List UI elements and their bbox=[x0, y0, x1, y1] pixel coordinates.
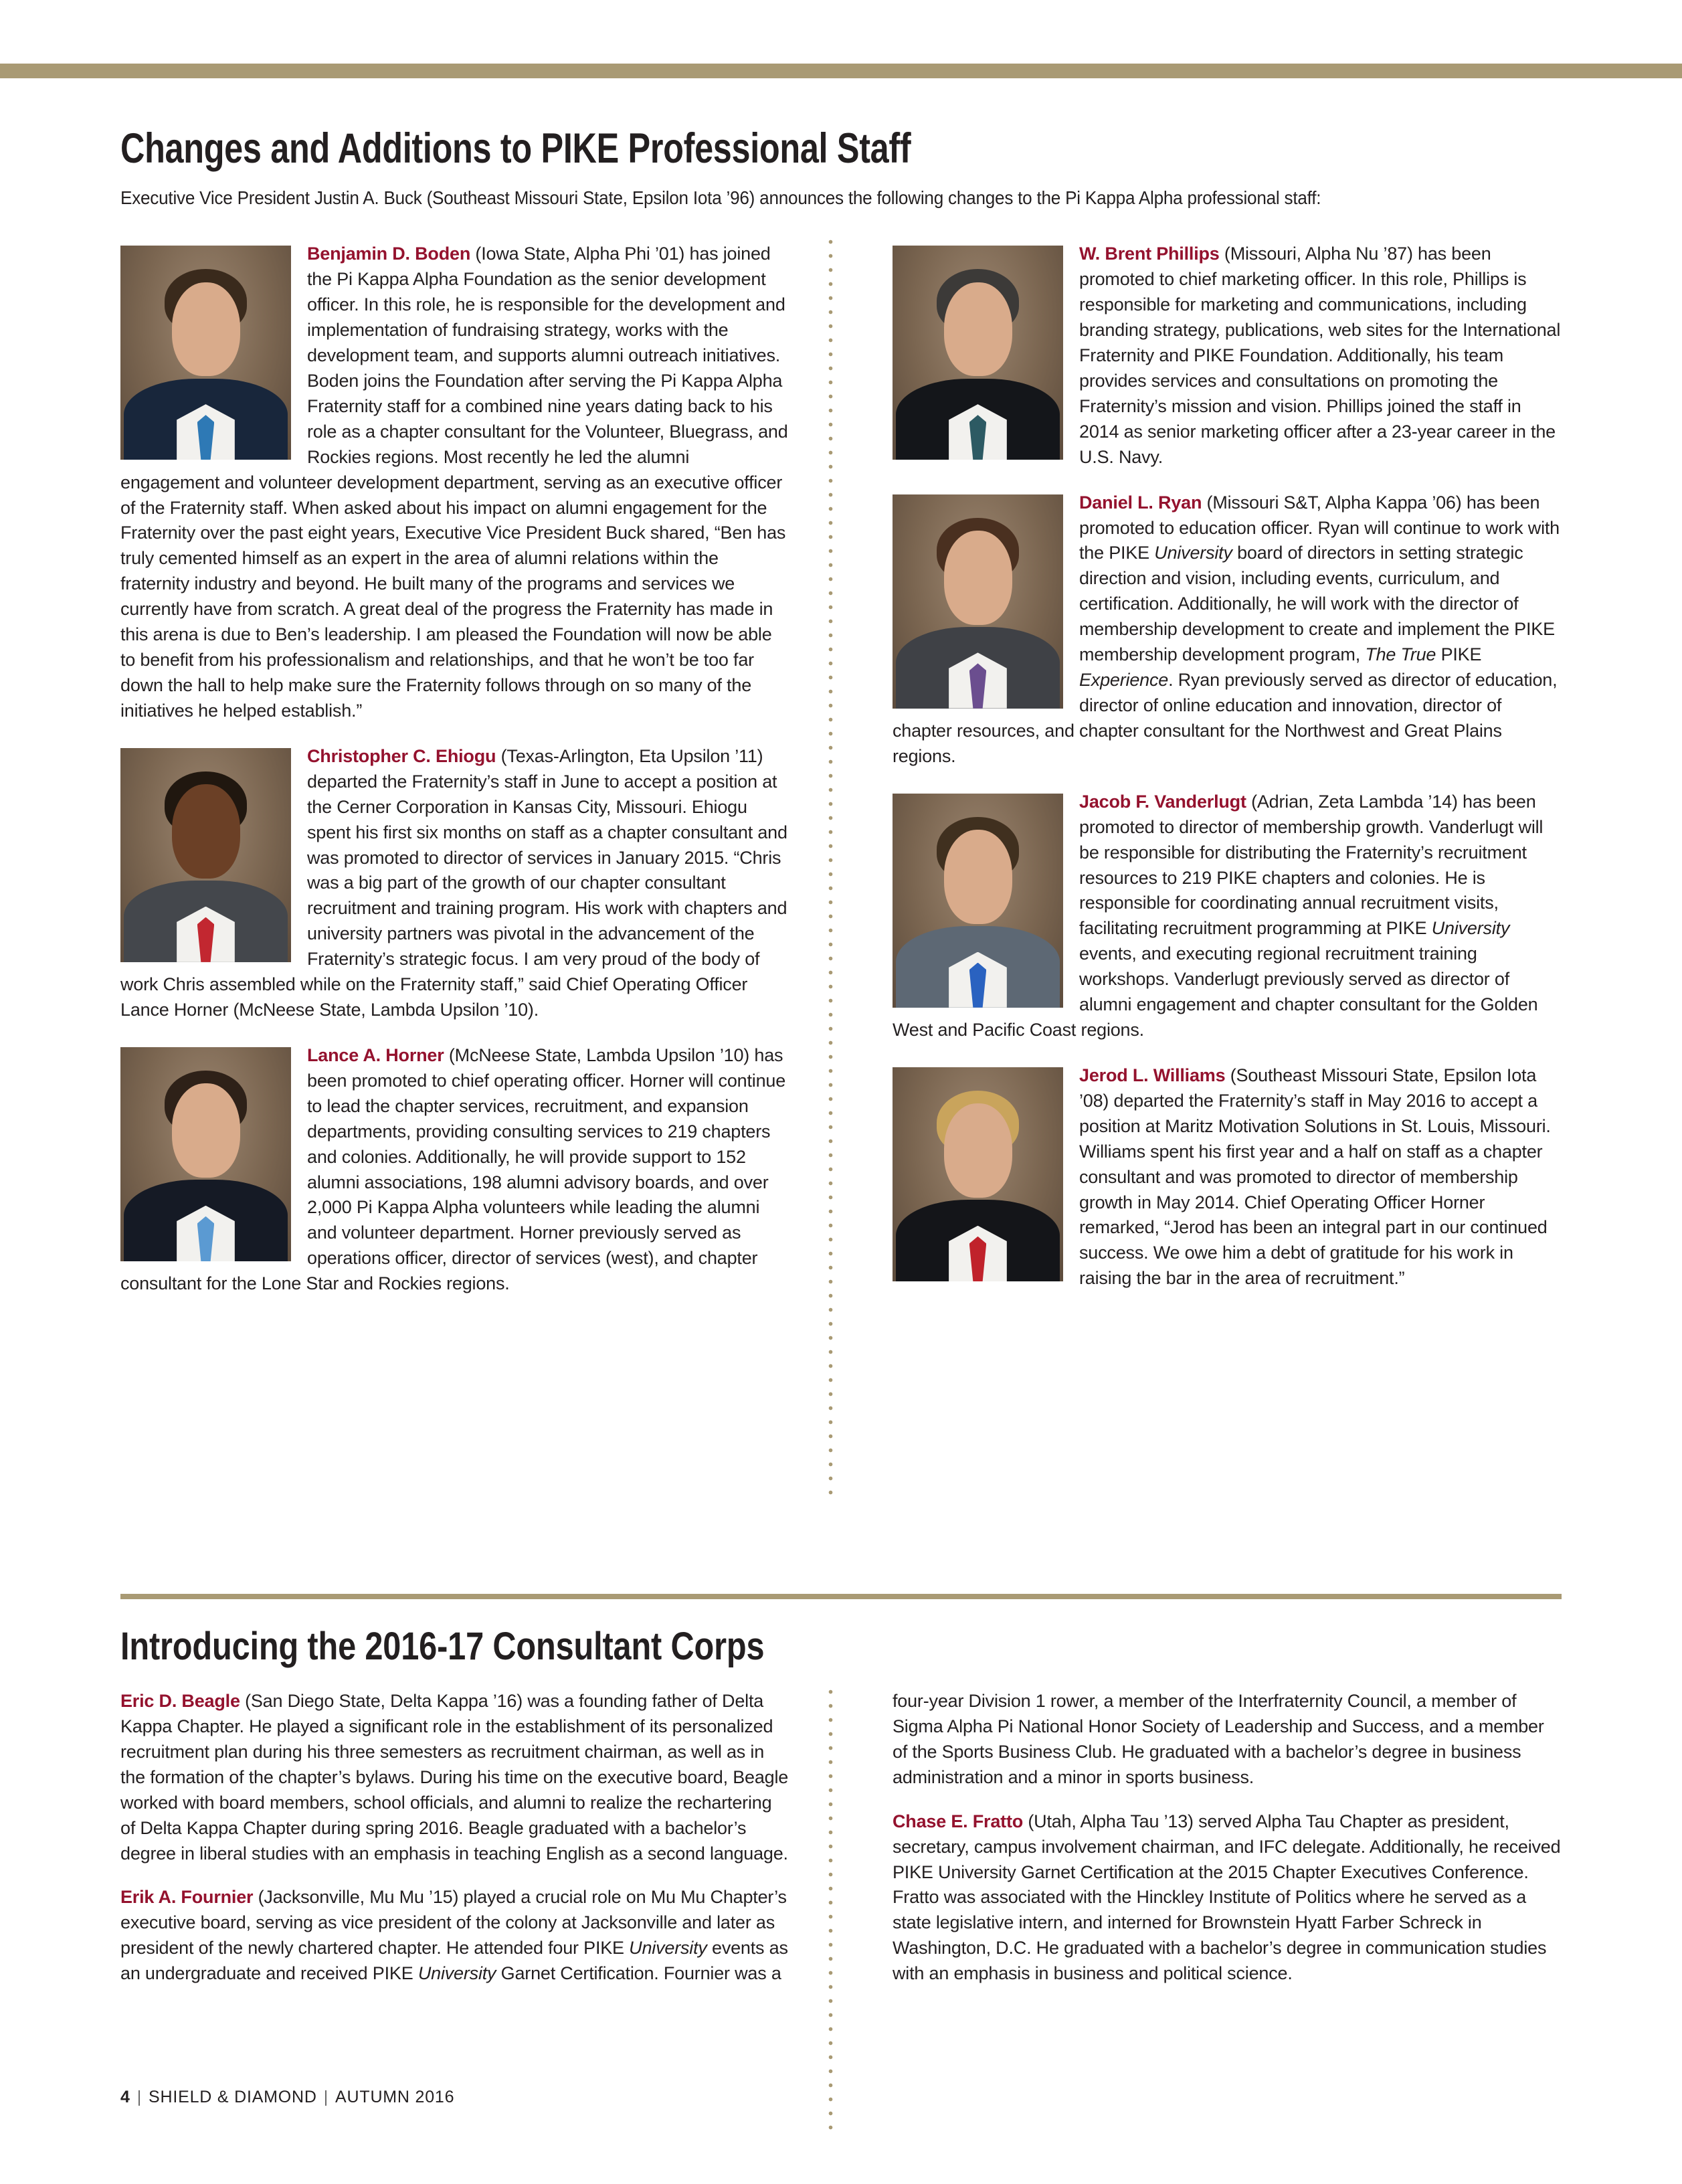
staff-bio-italic-ryan-3: Experience bbox=[1079, 670, 1169, 691]
corps-bio-fournier-2: events as an undergraduate and received PIKE bbox=[120, 1938, 788, 1984]
staff-entry-horner bbox=[120, 1043, 789, 1297]
footer-publication-name: SHIELD & DIAMOND bbox=[149, 2088, 317, 2106]
intro-paragraph: Executive Vice President Justin A. Buck (Southeast Missouri State, Epsilon Iota ’96) announces the following changes to the Pi Kappa Alpha professional staff: bbox=[120, 187, 1321, 209]
staff-name-phillips: W. Brent Phillips bbox=[1079, 244, 1220, 264]
corps-bio-fournier-1: (Jacksonville, Mu Mu ’15) played a crucial role on Mu Mu Chapter’s executive board, serving as vice president of the colony at Jacksonville and later as president of the newly chartered chapter. He attended four PIKE bbox=[120, 1887, 787, 1959]
staff-columns bbox=[120, 242, 1562, 1297]
staff-bio-text-vanderlugt-2: events, and executing regional recruitment training workshops. Vanderlugt previously served as director of alumni engagement and chapter consultant for the Golden West and Pacific Coast regions. bbox=[893, 943, 1538, 1040]
staff-bio-italic-vanderlugt-1: University bbox=[1431, 918, 1510, 939]
column-dotted-divider bbox=[828, 235, 833, 1499]
staff-bio-text-williams: (Southeast Missouri State, Epsilon Iota ’08) departed the Fraternity’s staff in May 2016 to accept a position at Maritz Motivation Solutions in St. Louis, Missouri. Williams spent his first year and a half on staff as a chapter consultant and was promoted to director of membership growth in May 2014. Chief Operating Officer Horner remarked, “Jerod has been an integral part in our continued success. We owe him a debt of gratitude for his work in raising the bar in the area of recruitment.” bbox=[1079, 1065, 1551, 1289]
corps-title: Introducing the 2016-17 Consultant Corps bbox=[120, 1625, 765, 1668]
staff-bio-text-ryan-3: PIKE bbox=[1436, 644, 1482, 665]
staff-bio-text-ryan-4: . Ryan previously served as director of education, director of online education and innovation, director of chapter resources, and chapter consultant for the Northwest and Great Plains regions. bbox=[893, 670, 1558, 766]
top-gold-rule bbox=[0, 64, 1682, 78]
staff-bio-text-ehiogu: (Texas-Arlington, Eta Upsilon ’11) departed the Fraternity’s staff in June to accept a position at the Cerner Corporation in Kansas City, Missouri. Ehiogu spent his first six months on staff as a chapter consultant and was promoted to director of services in January 2015. “Chris was a big part of the growth of our chapter consultant recruitment and training program. His work with chapters and university partners was pivotal in the advancement of the Fraternity’s strategic focus. I am very proud of the body of work Chris assembled while on the Fraternity staff,” said Chief Operating Officer Lance Horner (McNeese State, Lambda Upsilon ’10). bbox=[120, 745, 787, 1020]
corps-right-column bbox=[893, 1689, 1562, 1987]
staff-name-vanderlugt: Jacob F. Vanderlugt bbox=[1079, 791, 1246, 812]
staff-name-ehiogu: Christopher C. Ehiogu bbox=[307, 745, 496, 766]
staff-bio-italic-ryan-1: University bbox=[1154, 543, 1232, 563]
headshot-photo-ehiogu bbox=[120, 748, 291, 962]
corps-name-fratto: Chase E. Fratto bbox=[893, 1811, 1024, 1831]
corps-bio-fratto: (Utah, Alpha Tau ’13) served Alpha Tau Chapter as president, secretary, campus involvement chairman, and IFC delegate. Additionally, he received PIKE University Garnet Certification at the 2015 Chapter Executives Conference. Fratto was associated with the Hinckley Institute of Politics where he served as a state legislative intern, and interned for Brownstein Hyatt Farber Schreck in Washington, D.C. He graduated with a bachelor’s degree in communication studies with an emphasis in business and political science. bbox=[893, 1811, 1561, 1984]
staff-entry-boden bbox=[120, 242, 789, 724]
page-footer bbox=[120, 2088, 454, 2107]
corps-bio-italic-fournier-1: University bbox=[629, 1938, 707, 1959]
footer-issue: AUTUMN 2016 bbox=[335, 2088, 455, 2106]
staff-name-williams: Jerod L. Williams bbox=[1079, 1065, 1226, 1085]
corps-name-fournier: Erik A. Fournier bbox=[120, 1887, 254, 1908]
footer-separator-1: | bbox=[136, 2088, 143, 2106]
staff-bio-text-phillips: (Missouri, Alpha Nu ’87) has been promoted to chief marketing officer. In this role, Phillips is responsible for marketing and communications, including branding strategy, publications, web sites for the International Fraternity and PIKE Foundation. Additionally, his team provides services and consultations on promoting the Fraternity’s mission and vision. Phillips joined the staff in 2014 as senior marketing officer after a 23-year career in the U.S. Navy. bbox=[1079, 244, 1561, 467]
headshot-photo-ryan bbox=[893, 494, 1063, 709]
staff-bio-text-vanderlugt-1: (Adrian, Zeta Lambda ’14) has been promoted to director of membership growth. Vanderlugt will be responsible for distributing the Fraternity’s recruitment resources to 219 PIKE chapters and colonies. He is responsible for coordinating annual recruitment visits, facilitating recruitment programming at PIKE bbox=[1079, 791, 1544, 939]
corps-entry-fournier-continued: four-year Division 1 rower, a member of the Interfraternity Council, a member of Sigma Alpha Pi National Honor Society of Leadership and Success, and a member of the Sports Business Club. He graduated with a bachelor’s degree in business administration and a minor in sports business. bbox=[893, 1691, 1544, 1787]
staff-left-column bbox=[120, 242, 789, 1297]
staff-name-ryan: Daniel L. Ryan bbox=[1079, 492, 1202, 513]
staff-bio-text-horner: (McNeese State, Lambda Upsilon ’10) has been promoted to chief operating officer. Horner will continue to lead the chapter services, recruitment, and expansion departments, providing consulting services to 219 chapters and colonies. Additionally, he will provide support to 152 alumni associations, 198 alumni advisory boards, and over 2,000 Pi Kappa Alpha volunteers while leading the alumni and volunteer department. Horner previously served as operations officer, director of services (west), and chapter consultant for the Lone Star and Rockies regions. bbox=[120, 1044, 786, 1294]
page-title: Changes and Additions to PIKE Professional Staff bbox=[120, 125, 911, 172]
staff-name-boden: Benjamin D. Boden bbox=[307, 244, 471, 264]
corps-entry-fratto bbox=[893, 1809, 1562, 1987]
corps-bio-beagle: (San Diego State, Delta Kappa ’16) was a founding father of Delta Kappa Chapter. He played a significant role in the establishment of its personalized recruitment plan during his three semesters as recruitment chairman, as well as in the formation of the chapter’s bylaws. During his time on the executive board, Beagle worked with board members, school officials, and alumni to realize the rechartering of Delta Kappa Chapter during spring 2016. Beagle graduated with a bachelor’s degree in liberal studies with an emphasis in teaching English as a second language. bbox=[120, 1691, 789, 1863]
headshot-photo-vanderlugt bbox=[893, 794, 1063, 1008]
consultant-corps-section bbox=[120, 1594, 1562, 1987]
footer-separator-2: | bbox=[323, 2088, 329, 2106]
staff-bio-text-ryan-2: board of directors in setting strategic direction and vision, including events, curriculum, and certification. Additionally, he will work with the director of membership development to create and implement the PIKE membership development program, bbox=[1079, 543, 1555, 665]
headshot-photo-phillips bbox=[893, 246, 1063, 460]
headshot-photo-boden bbox=[120, 246, 291, 460]
footer-page-number: 4 bbox=[120, 2088, 130, 2106]
staff-entry-ryan bbox=[893, 490, 1562, 769]
corps-left-column bbox=[120, 1689, 789, 1987]
corps-bio-italic-fournier-2: University bbox=[417, 1963, 496, 1984]
corps-column-dotted-divider bbox=[828, 1685, 833, 2133]
staff-entry-vanderlugt bbox=[893, 790, 1562, 1043]
page-content bbox=[120, 127, 1562, 1297]
corps-name-beagle: Eric D. Beagle bbox=[120, 1691, 240, 1711]
corps-columns bbox=[120, 1689, 1562, 1987]
corps-gold-rule bbox=[120, 1594, 1562, 1599]
staff-bio-italic-ryan-2: The True bbox=[1365, 644, 1436, 665]
staff-bio-text-boden: (Iowa State, Alpha Phi ’01) has joined the Pi Kappa Alpha Foundation as the senior development officer. In this role, he is responsible for the development and implementation of fundraising strategy, works with the development team, and supports alumni outreach initiatives. Boden joins the Foundation after serving the Pi Kappa Alpha Fraternity staff for a combined nine years dating back to his role as a chapter consultant for the Volunteer, Bluegrass, and Rockies regions. Most recently he led the alumni engagement and volunteer development department, serving as an executive officer of the Fraternity staff. When asked about his impact on alumni engagement for the Fraternity over the past eight years, Executive Vice President Buck shared, “Ben has truly cemented himself as an expert in the area of alumni relations within the fraternity industry and beyond. He built many of the programs and services we currently have from scratch. A great deal of the progress the Fraternity has made in this arena is due to Ben’s leadership. I am pleased the Foundation will now be able to benefit from his professionalism and relationships, and that he won’t be too far down the hall to help make sure the Fraternity follows through on so many of the initiatives he helped establish.” bbox=[120, 244, 788, 721]
staff-entry-phillips bbox=[893, 242, 1562, 470]
headshot-photo-williams bbox=[893, 1067, 1063, 1281]
corps-entry-beagle bbox=[120, 1689, 789, 1866]
staff-right-column bbox=[893, 242, 1562, 1297]
staff-name-horner: Lance A. Horner bbox=[307, 1044, 444, 1065]
corps-entry-fournier bbox=[120, 1885, 789, 1987]
headshot-photo-horner bbox=[120, 1047, 291, 1261]
staff-entry-ehiogu bbox=[120, 744, 789, 1023]
staff-bio-text-ryan-1: (Missouri S&T, Alpha Kappa ’06) has been promoted to education officer. Ryan will continue to work with the PIKE bbox=[1079, 492, 1560, 563]
staff-entry-williams bbox=[893, 1063, 1562, 1291]
corps-bio-fournier-3: Garnet Certification. Fournier was a bbox=[496, 1963, 781, 1984]
